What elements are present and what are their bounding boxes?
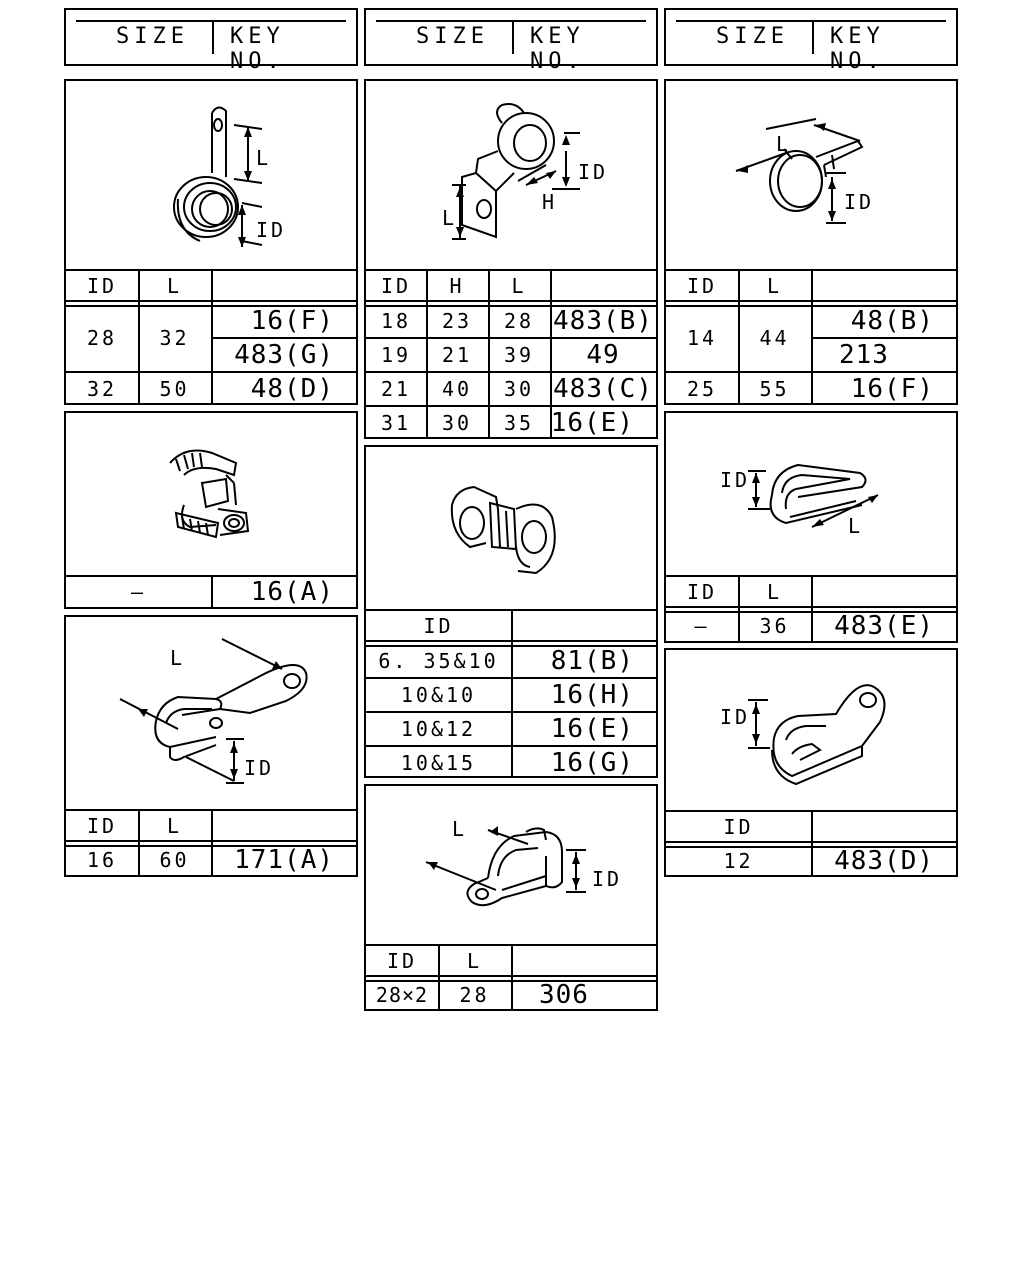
col-header-id: ID bbox=[686, 273, 718, 298]
col-header-l: L bbox=[766, 273, 783, 298]
header-size-label: SIZE bbox=[116, 24, 189, 49]
col-header-l: L bbox=[466, 948, 483, 973]
cell-l: 36 bbox=[759, 614, 790, 638]
dim-l-label: L bbox=[776, 132, 792, 156]
cell-id: 19 bbox=[380, 343, 412, 367]
cell-h: 30 bbox=[441, 411, 473, 435]
dim-id-label: ID bbox=[578, 160, 609, 184]
cell-id: 10&10 bbox=[400, 683, 477, 707]
dim-id-label: ID bbox=[592, 867, 623, 891]
cell-l: 39 bbox=[503, 343, 535, 367]
col-header-id: ID bbox=[86, 273, 118, 298]
header-divider bbox=[512, 22, 514, 54]
cell-key: 49 bbox=[586, 340, 620, 370]
clip-double-drawing bbox=[366, 447, 656, 607]
header-key-label: KEY NO. bbox=[530, 24, 585, 74]
cell-l: 55 bbox=[759, 377, 790, 401]
dim-l-label: L bbox=[256, 146, 272, 170]
cell-id: 25 bbox=[686, 377, 718, 401]
cell-key: 483(C) bbox=[553, 374, 653, 404]
panel-clamp-offset bbox=[364, 79, 658, 439]
cell-key: 483(B) bbox=[553, 306, 653, 336]
cell-id: 6. 35&10 bbox=[378, 649, 499, 673]
col-header-id: ID bbox=[686, 579, 718, 604]
col-header-id: ID bbox=[380, 273, 412, 298]
clamp-ring-tab-drawing bbox=[66, 81, 356, 269]
cell-h: 23 bbox=[441, 309, 473, 333]
cell-l: 28 bbox=[459, 982, 490, 1007]
dim-l-label: L bbox=[452, 817, 468, 841]
clip-plastic-drawing bbox=[66, 413, 356, 573]
panel-clamp-ring-tab bbox=[64, 79, 358, 405]
header-box-3 bbox=[664, 8, 958, 74]
col-header-l: L bbox=[766, 579, 783, 604]
header-key-label: KEY NO. bbox=[830, 24, 885, 74]
cell-id: 16 bbox=[86, 848, 118, 872]
cell-key: 16(F) bbox=[250, 306, 334, 336]
cell-id: 12 bbox=[723, 848, 754, 873]
cell-key: 16(E) bbox=[550, 408, 634, 438]
col-header-h: H bbox=[449, 273, 465, 298]
header-size-label: SIZE bbox=[416, 24, 489, 49]
cell-id: 21 bbox=[380, 377, 412, 401]
panel-clamp-p bbox=[664, 648, 958, 877]
dim-l-label: L bbox=[848, 514, 864, 538]
col-header-l: L bbox=[166, 273, 183, 298]
clamp-offset-drawing bbox=[366, 81, 656, 269]
cell-key: 16(G) bbox=[550, 747, 634, 778]
col-header-l: L bbox=[511, 273, 527, 298]
col-header-l: L bbox=[166, 813, 183, 838]
cell-l: 44 bbox=[759, 326, 790, 350]
cell-id: 32 bbox=[86, 377, 118, 401]
clamp-flat-loop-drawing bbox=[666, 413, 956, 573]
cell-h: 40 bbox=[441, 377, 473, 401]
panel-clip-double bbox=[364, 445, 658, 778]
cell-l: 32 bbox=[159, 326, 190, 350]
header-divider bbox=[812, 22, 814, 54]
cell-h: 21 bbox=[441, 343, 473, 367]
panel-clamp-double-loop bbox=[364, 784, 658, 1011]
cell-id: 28 bbox=[86, 326, 118, 350]
cell-id: 18 bbox=[380, 309, 412, 333]
panel-clamp-flat-loop bbox=[664, 411, 958, 643]
panel-clamp-band bbox=[664, 79, 958, 405]
clamp-double-loop-drawing bbox=[366, 786, 656, 946]
dim-id-label: ID bbox=[720, 468, 751, 492]
cell-l: 35 bbox=[503, 411, 535, 435]
cell-size: — bbox=[130, 580, 147, 604]
cell-key: 16(E) bbox=[550, 714, 634, 744]
cell-key: 483(G) bbox=[234, 340, 334, 370]
cell-key: 16(H) bbox=[550, 680, 634, 710]
dim-id-label: ID bbox=[720, 705, 751, 729]
cell-key: 213 bbox=[839, 340, 889, 370]
cell-l: 50 bbox=[159, 377, 190, 401]
clamp-band-drawing bbox=[666, 81, 956, 269]
col-header-id: ID bbox=[423, 613, 454, 638]
dim-id-label: ID bbox=[244, 756, 275, 780]
cell-l: 60 bbox=[159, 848, 190, 872]
header-box-1 bbox=[64, 8, 358, 74]
dim-l-label: L bbox=[170, 646, 186, 670]
header-box-2 bbox=[364, 8, 658, 74]
col-header-id: ID bbox=[386, 948, 418, 973]
cell-id: 28×2 bbox=[375, 982, 429, 1007]
header-rule bbox=[676, 20, 946, 22]
cell-id: 10&15 bbox=[400, 750, 477, 775]
cell-key: 16(F) bbox=[850, 374, 934, 404]
col-header-id: ID bbox=[723, 814, 754, 839]
header-rule bbox=[76, 20, 346, 22]
cell-key: 306 bbox=[539, 979, 589, 1010]
panel-clip-plastic bbox=[64, 411, 358, 609]
header-key-label: KEY NO. bbox=[230, 24, 285, 74]
clamp-p-drawing bbox=[666, 650, 956, 810]
cell-key: 48(B) bbox=[850, 306, 934, 336]
cell-key: 81(B) bbox=[550, 646, 634, 676]
cell-key: 483(D) bbox=[834, 845, 934, 876]
cell-key: 171(A) bbox=[234, 845, 334, 875]
dim-id-label: ID bbox=[844, 190, 875, 214]
cell-id: 10&12 bbox=[400, 717, 477, 741]
cell-key: 48(D) bbox=[250, 374, 334, 404]
cell-id: 31 bbox=[380, 411, 412, 435]
panel-clamp-long-loop bbox=[64, 615, 358, 877]
dim-h-label: H bbox=[542, 190, 558, 214]
header-divider bbox=[212, 22, 214, 54]
cell-key: 16(A) bbox=[250, 577, 334, 607]
cell-id: 14 bbox=[686, 326, 718, 350]
dim-l-label: L bbox=[442, 206, 458, 230]
clamp-long-loop-drawing bbox=[66, 617, 356, 807]
cell-key: 483(E) bbox=[834, 611, 934, 641]
header-rule bbox=[376, 20, 646, 22]
cell-id: — bbox=[694, 614, 710, 638]
header-size-label: SIZE bbox=[716, 24, 789, 49]
cell-l: 28 bbox=[503, 309, 535, 333]
cell-l: 30 bbox=[503, 377, 535, 401]
dim-id-label: ID bbox=[256, 218, 287, 242]
col-header-id: ID bbox=[86, 813, 118, 838]
